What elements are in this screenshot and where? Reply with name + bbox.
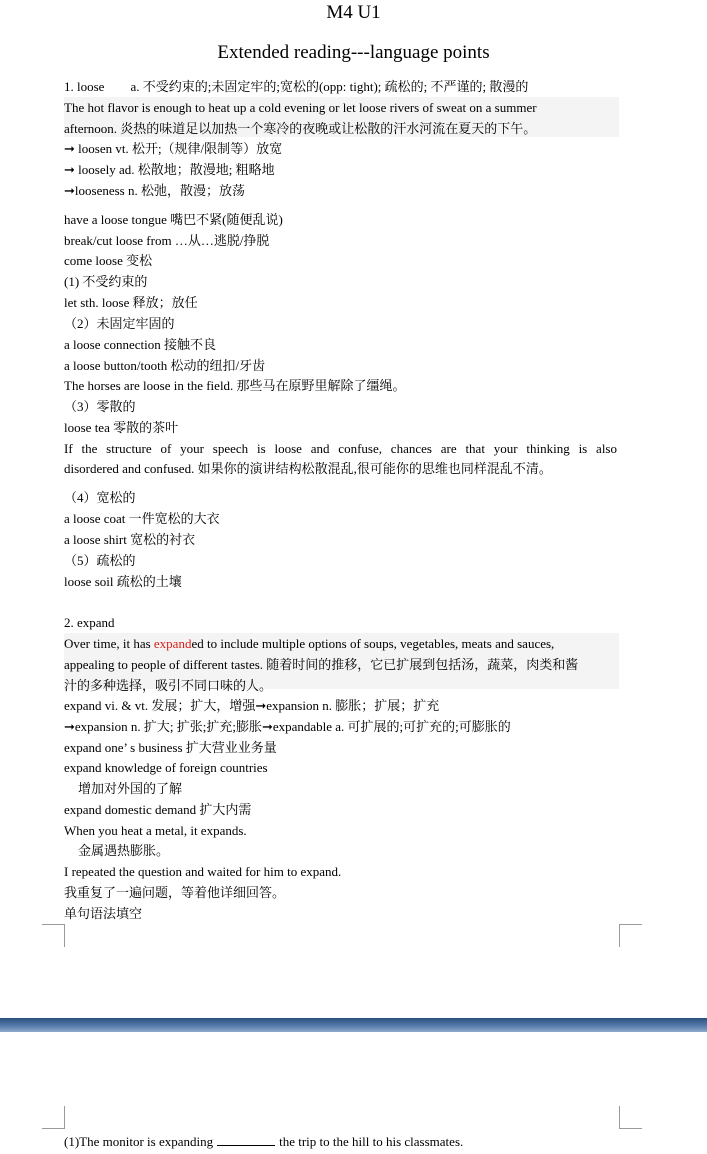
margin-mark-top-right — [619, 1106, 642, 1129]
expand-example3: I repeated the question and waited for him to expand. — [64, 864, 342, 879]
loose-sense5: （5）疏松的 — [64, 553, 136, 568]
expand-phrase-business: expand one’ s business 扩大营业业务量 — [64, 740, 277, 755]
margin-mark-bottom-left — [42, 924, 65, 947]
loose-sense2-example1: a loose connection 接触不良 — [64, 337, 216, 352]
expand-example1-pre: Over time, it has — [64, 636, 154, 651]
loose-example1-line2: afternoon. 炎热的味道足以加热一个寒冷的夜晚或让松散的汗水河流在夏天的下午。 — [64, 121, 537, 136]
loose-deriv-looseness: ➞looseness n. 松弛，散漫；放荡 — [64, 183, 245, 198]
loose-sense4-example2: a loose shirt 宽松的衬衣 — [64, 532, 196, 547]
exercise-question-1 — [64, 1133, 463, 1150]
page-subtitle: Extended reading---language points — [217, 42, 490, 63]
loose-heading-num: 1. loose — [64, 79, 105, 94]
expand-phrase-knowledge-cn: 增加对外国的了解 — [78, 781, 183, 796]
expand-example3-cn: 我重复了一遍问题，等着他详细回答。 — [64, 885, 286, 900]
loose-sense4-example1: a loose coat 一件宽松的大衣 — [64, 511, 220, 526]
expand-phrase-demand: expand domestic demand 扩大内需 — [64, 802, 252, 817]
answer-blank[interactable] — [217, 1135, 275, 1146]
loose-sense3: （3）零散的 — [64, 399, 136, 414]
question-1-pre: (1)The monitor is expanding — [64, 1134, 214, 1149]
loose-sense3-example2-line1: If the structure of your speech is loose and confuse, chances are that your thinking is also — [64, 441, 617, 456]
loose-deriv-loosen: ➞ loosen vt. 松开;（规律/限制等）放宽 — [64, 141, 283, 156]
loose-phrase-break: break/cut loose from …从…逃脱/挣脱 — [64, 233, 270, 248]
loose-sense1-example: let sth. loose 释放；放任 — [64, 295, 198, 310]
loose-phrase-come: come loose 变松 — [64, 253, 153, 268]
loose-heading — [64, 78, 528, 95]
loose-heading-def: a. 不受约束的;未固定牢的;宽松的(opp: tight); 疏松的; 不严谨的; 散漫的 — [130, 79, 529, 94]
loose-sense5-example1: loose soil 疏松的土壤 — [64, 574, 182, 589]
loose-sense2-example3: The horses are loose in the field. 那些马在原野里解除了缰绳。 — [64, 378, 406, 393]
expand-example2: When you heat a metal, it expands. — [64, 823, 247, 838]
expand-example1-line1 — [64, 635, 554, 652]
expand-phrase-knowledge: expand knowledge of foreign countries — [64, 760, 268, 775]
loose-sense4: （4）宽松的 — [64, 490, 136, 505]
page-break-separator — [0, 1018, 707, 1032]
loose-sense2-example2: a loose button/tooth 松动的纽扣/牙齿 — [64, 358, 266, 373]
exercise-title: 单句语法填空 — [64, 906, 143, 921]
loose-sense2: （2）未固定牢固的 — [64, 316, 175, 331]
margin-mark-bottom-right — [619, 924, 642, 947]
page-title: M4 U1 — [326, 2, 381, 23]
expand-example1-line3: 汁的多种选择，吸引不同口味的人。 — [64, 678, 273, 693]
expand-example1-line2: appealing to people of different tastes. 随着时间的推移，它已扩展到包括汤，蔬菜，肉类和酱 — [64, 657, 579, 672]
expand-example2-cn: 金属遇热膨胀。 — [78, 843, 170, 858]
question-1-post: the trip to the hill to his classmates. — [279, 1134, 464, 1149]
expand-heading: 2. expand — [64, 615, 115, 630]
loose-sense3-example1: loose tea 零散的茶叶 — [64, 420, 179, 435]
loose-sense3-example2-line2: disordered and confused. 如果你的演讲结构松散混乱,很可能你的思维也同样混乱不清。 — [64, 461, 552, 476]
expand-example1-post: ed to include multiple options of soups, vegetables, meats and sauces, — [191, 636, 555, 651]
expand-deriv-line: ➞expansion n. 扩大; 扩张;扩充;膨胀➞expandable a. 可扩展的;可扩充的;可膨胀的 — [64, 719, 511, 734]
loose-deriv-loosely: ➞ loosely ad. 松散地；散漫地; 粗略地 — [64, 162, 275, 177]
loose-example1-line1: The hot flavor is enough to heat up a cold evening or let loose rivers of sweat on a summer — [64, 100, 537, 115]
expand-pos-line: expand vi. & vt. 发展；扩大，增强➞expansion n. 膨胀；扩展；扩充 — [64, 698, 440, 713]
expand-highlight-word: expand — [153, 636, 192, 651]
margin-mark-top-left — [42, 1106, 65, 1129]
loose-phrase-tongue: have a loose tongue 嘴巴不紧(随便乱说) — [64, 212, 283, 227]
loose-sense1: (1) 不受约束的 — [64, 274, 148, 289]
